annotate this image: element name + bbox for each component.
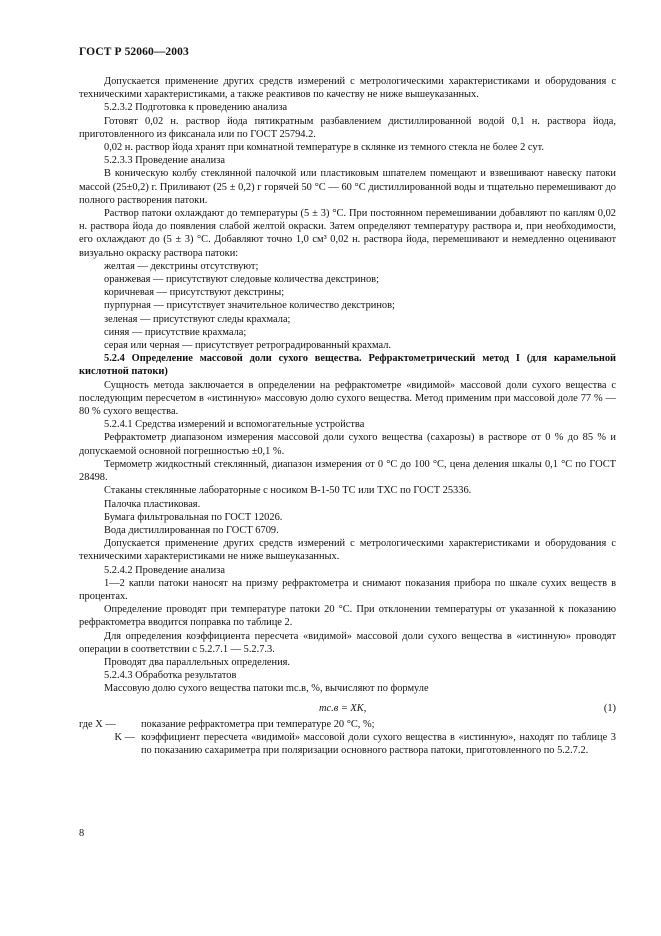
paragraph: Допускается применение других средств измерений с метрологическими характеристиками и оборудования с техническими характеристиками не ниже вышеуказанных.: [79, 538, 616, 563]
paragraph: Рефрактометр диапазоном измерения массовой доли сухого вещества (сахарозы) в растворе от 0 % до 85 % и допускаемой основной погрешностью ±0,1 %.: [79, 432, 616, 457]
legend-label: где X —: [79, 718, 116, 730]
formula: [79, 698, 616, 718]
list-item: серая или черная — присутствует ретроградированный крахмал.: [104, 340, 392, 352]
formula-legend-row: [79, 718, 616, 731]
paragraph: 0,02 н. раствор йода хранят при комнатной температуре в склянке из темного стекла не более 2 сут.: [104, 142, 544, 154]
paragraph: Стаканы стеклянные лабораторные с носиком В-1-50 ТС или ТХС по ГОСТ 25336.: [104, 485, 472, 497]
formula-number: (1): [603, 702, 616, 714]
list-item: желтая — декстрины отсутствуют;: [104, 260, 259, 272]
paragraph: Допускается применение других средств измерений с метрологическими характеристиками и оборудования с техническими характеристиками, а также реактивов по качеству не ниже вышеуказанных.: [79, 76, 616, 101]
list-item: зеленая — присутствуют следы крахмала;: [104, 313, 291, 325]
paragraph: Термометр жидкостный стеклянный, диапазон измерения от 0 °С до 100 °С, цена деления шкалы 0,1 °С по ГОСТ 28498.: [79, 458, 616, 484]
paragraph: Вода дистиллированная по ГОСТ 6709.: [104, 524, 279, 536]
paragraph: В коническую колбу стеклянной палочкой или пластиковым шпателем помещают и взвешивают навеску патоки массой (25±0,2) г. Приливают (25 ± 0,2) г горячей 50 °С — 60 °С дистиллированной воды и тщательно перемешивают до полного растворения патоки.: [79, 168, 616, 206]
subsection-heading: 5.2.4.2 Проведение анализа: [104, 564, 225, 576]
subsection-heading: 5.2.4.3 Обработка результатов: [104, 670, 237, 682]
list-item: пурпурная — присутствует значительное количество декстринов;: [104, 300, 395, 312]
subsection-heading: 5.2.4.1 Средства измерений и вспомогательные устройства: [104, 419, 365, 431]
paragraph: Для определения коэффициента пересчета «видимой» массовой доли сухого вещества в «истинную» проводят операции в соответствии с 5.2.7.1 — 5.2.7.3.: [79, 630, 616, 655]
section-heading: 5.2.4 Определение массовой доли сухого вещества. Рефрактометрический метод I (для карамельной кислотной патоки): [79, 353, 616, 378]
legend-text: коэффициент пересчета «видимой» массовой доли сухого вещества в «истинную», находят по таблице 3 по показанию сахариметра при поляризации основного раствора патоки, приготовленного по 5.2.7.2.: [141, 731, 616, 756]
paragraph: Раствор патоки охлаждают до температуры (5 ± 3) °С. При постоянном перемешивании добавляют по каплям 0,02 н. раствора йода до появления слабой желтой окраски. Затем определяют температуру раствора и, при необходимости, его охлаждают до (5 ± 3) °С. Добавляют точно 1,0 см³ 0,02 н. раствора йода, перемешивают и немедленно оценивают визуально окраску раствора патоки:: [79, 208, 616, 259]
formula-legend-row: [79, 731, 616, 757]
subsection-heading: 5.2.3.3 Проведение анализа: [104, 155, 225, 167]
subsection-heading: 5.2.3.2 Подготовка к проведению анализа: [104, 102, 288, 114]
legend-label: K —: [114, 731, 135, 743]
paragraph: Сущность метода заключается в определении на рефрактометре «видимой» массовой доли сухого вещества с последующим пересчетом в «истинную» массовую долю сухого вещества. Метод применим при массовой доле 77 % — 80 % сухого вещества.: [79, 379, 616, 418]
paragraph: Палочка пластиковая.: [104, 498, 201, 510]
document-header: ГОСТ Р 52060—2003: [79, 46, 189, 58]
list-item: оранжевая — присутствуют следовые количества декстринов;: [104, 274, 379, 286]
formula-expression: mс.в = XK,: [319, 702, 367, 714]
paragraph: 1—2 капли патоки наносят на призму рефрактометра и снимают показания прибора по шкале сухих веществ в процентах.: [79, 577, 616, 602]
paragraph: Бумага фильтровальная по ГОСТ 12026.: [104, 511, 283, 523]
page-number: 8: [79, 828, 85, 839]
legend-text: показание рефрактометра при температуре 20 °С, %;: [141, 718, 375, 730]
document-body: [79, 75, 616, 757]
list-item: коричневая — присутствуют декстрины;: [104, 287, 285, 299]
paragraph: Готовят 0,02 н. раствор йода пятикратным разбавлением дистиллированной водой 0,1 н. раствора йода, приготовленного из фиксанала или по ГОСТ 25794.2.: [79, 115, 616, 140]
paragraph: Массовую долю сухого вещества патоки mс.в, %, вычисляют по формуле: [104, 683, 429, 695]
paragraph: Проводят два параллельных определения.: [104, 656, 291, 668]
paragraph: Определение проводят при температуре патоки 20 °С. При отклонении температуры от указанной к показанию рефрактометра вводится поправка по таблице 2.: [79, 604, 616, 629]
list-item: синяя — присутствие крахмала;: [104, 326, 247, 338]
